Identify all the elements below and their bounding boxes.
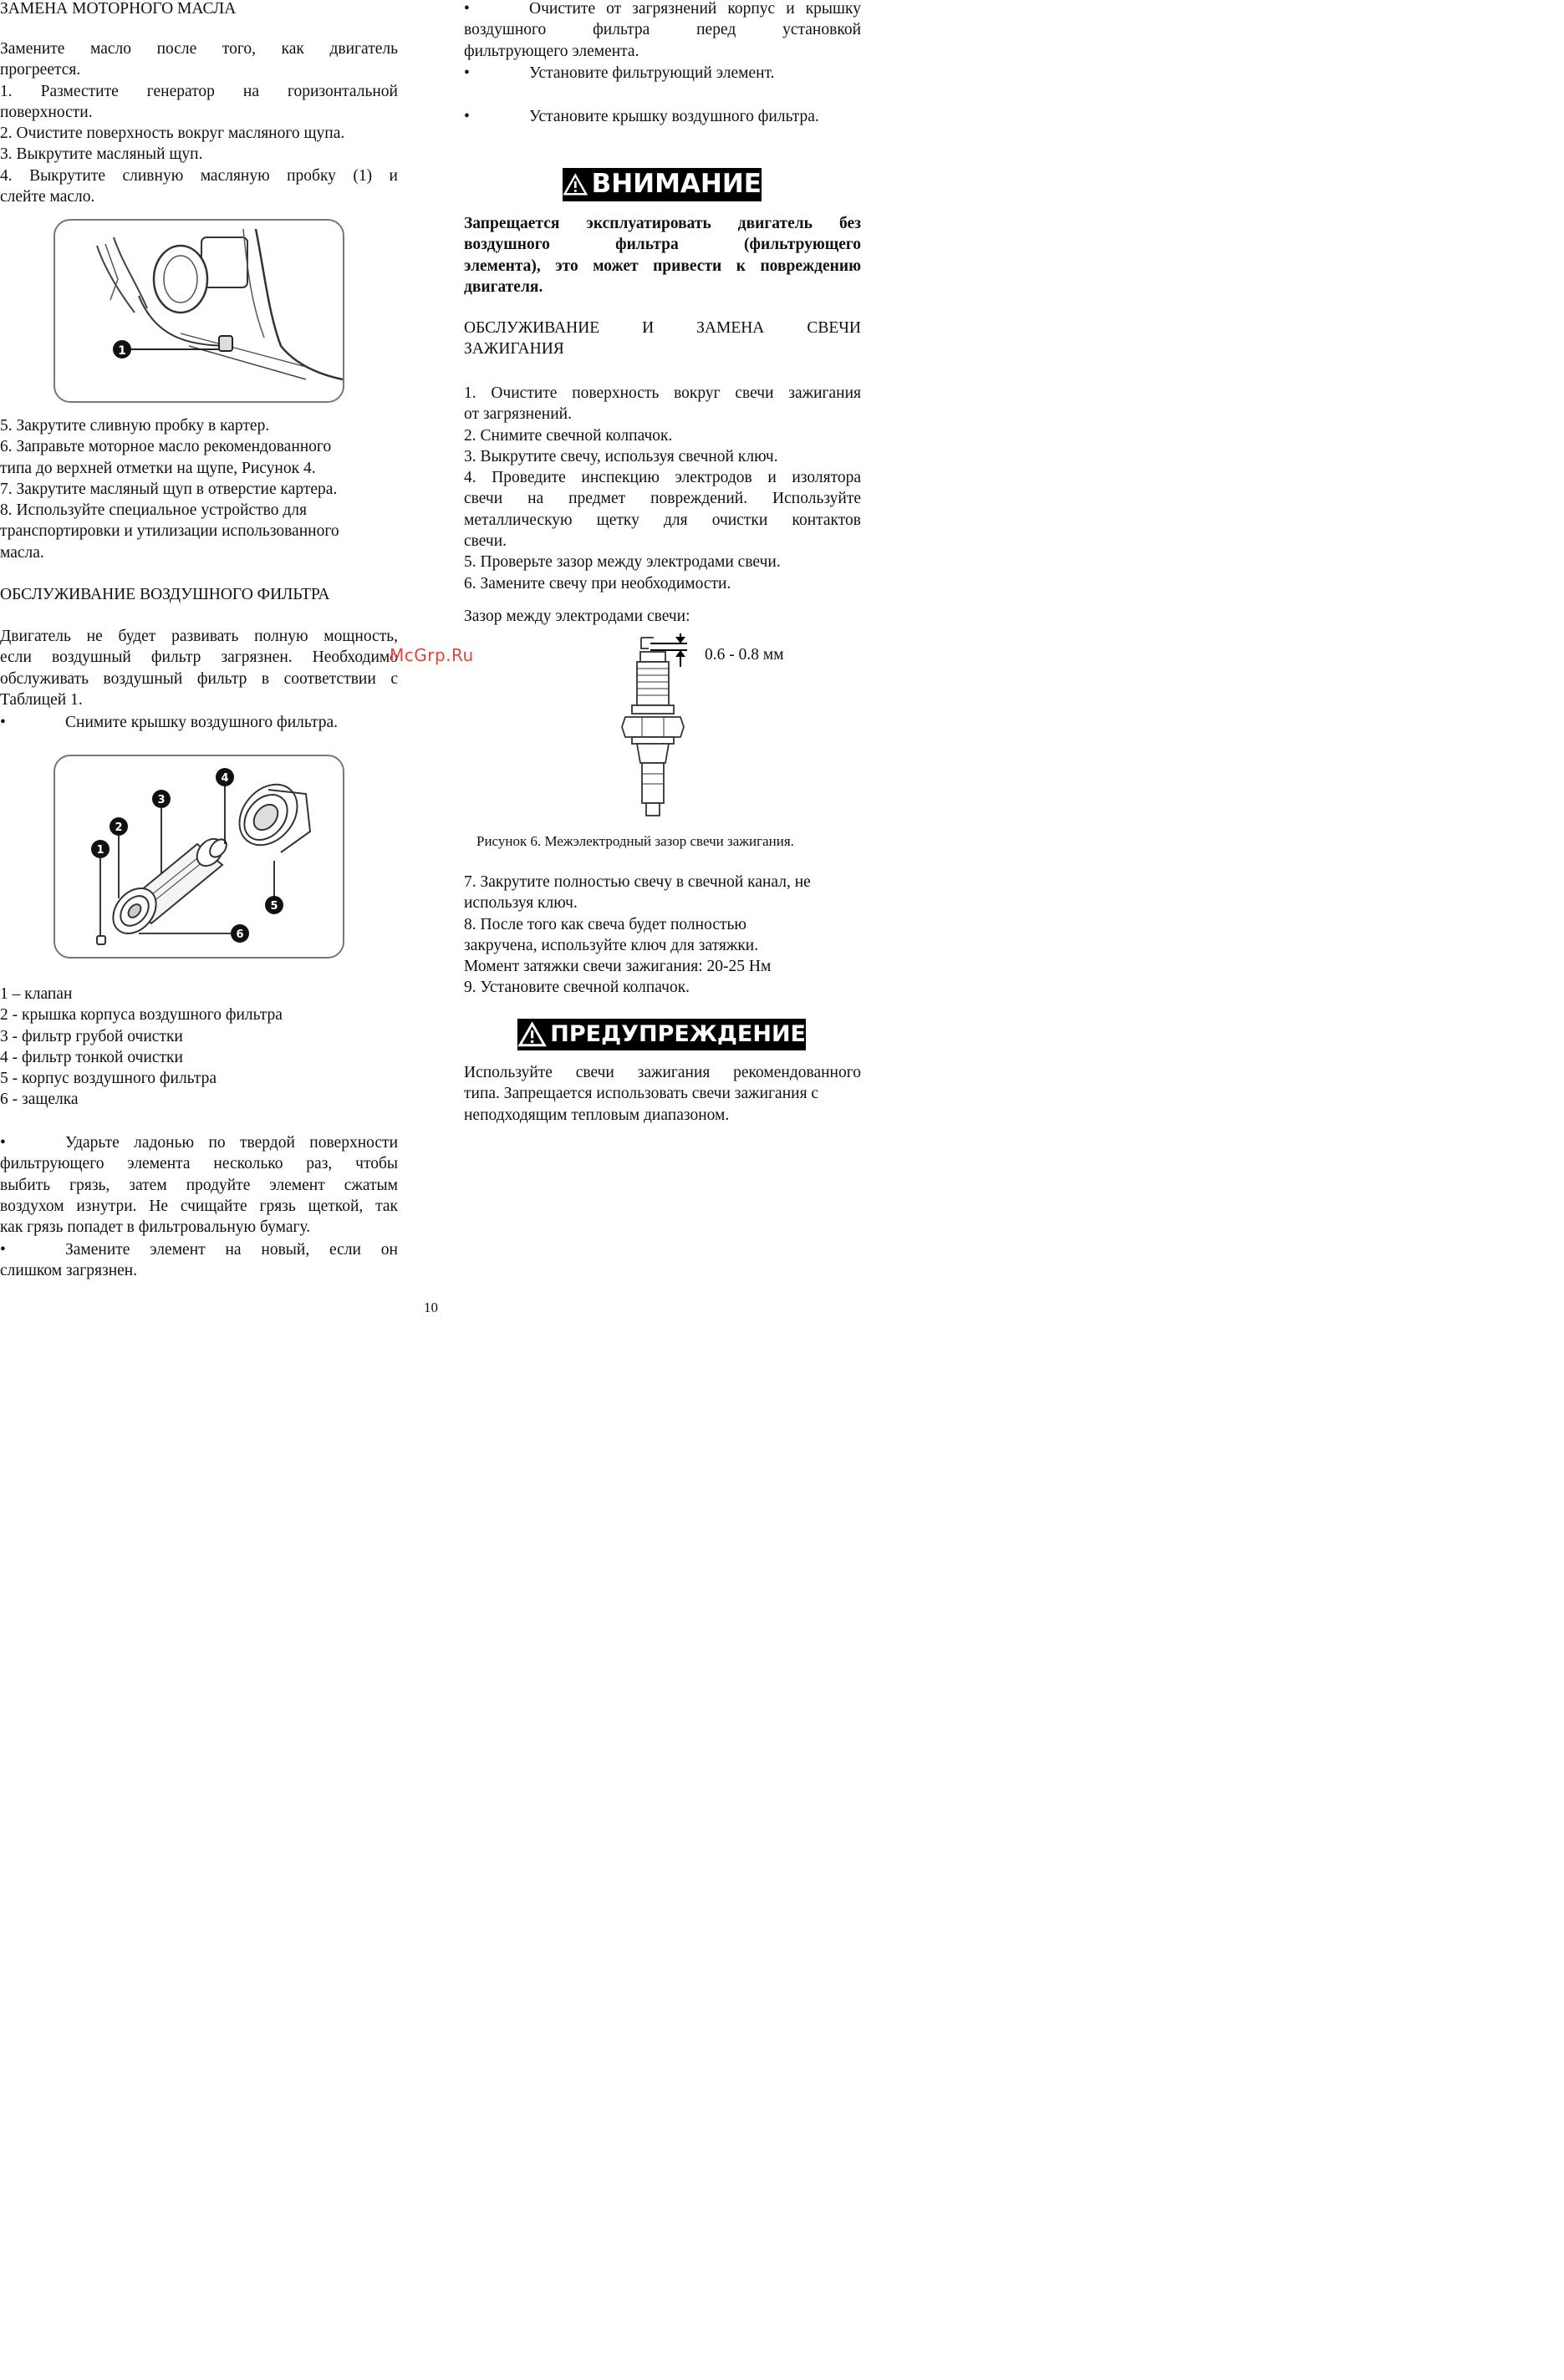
warning-triangle-icon [517,1021,547,1048]
text-line: 3. Выкрутите свечу, используя свечной ключ. [464,447,778,465]
text-line: 6. Замените свечу при необходимости. [464,574,731,592]
spark-plug-title: ОБСЛУЖИВАНИЕ И ЗАМЕНА СВЕЧИ ЗАЖИГАНИЯ [464,319,861,359]
list-item: 4 - фильтр тонкой очистки [0,1048,183,1066]
oil-drain-figure [53,219,344,403]
text-line: 1. Очистите поверхность вокруг свечи зажигания [464,384,861,402]
oil-steps-b [0,415,398,563]
bullet-install-cover: • Установите крышку воздушного фильтра. [464,106,861,127]
text-line: двигателя. [464,277,543,296]
gap-label: Зазор между электродами свечи: [464,608,690,625]
text-line: фильтрующего элемента несколько раз, чтобы [0,1155,398,1173]
bullet-tap-element: • Ударьте ладонью по твердой поверхности фильтрующего элемента несколько раз, чтобы выбить грязь, затем продуйте элемент сжатым воздухом изнутри. Не счищайте грязь щеткой, так как грязь попадет в фильтровальную бумагу. [0,1132,398,1238]
text-line: 9. Установите свечной колпачок. [464,979,690,997]
svg-text:3: 3 [157,794,166,806]
text-line: Используйте свечи зажигания рекомендованного [464,1064,861,1081]
text-line: неподходящим тепловым диапазоном. [464,1106,730,1124]
warning-text [464,1062,861,1126]
warning-banner [517,1019,806,1050]
text-line: масла. [0,543,44,562]
text-line: 5. Закрутите сливную пробку в картер. [0,417,270,435]
text-line: слейте масло. [0,188,95,206]
text-line: как грязь попадет в фильтровальную бумагу. [0,1218,311,1237]
text-line: 7. Закрутите масляный щуп в отверстие картера. [0,480,338,498]
left-column [0,0,398,1280]
air-filter-figure [53,755,344,959]
list-item: 5 - корпус воздушного фильтра [0,1070,217,1088]
oil-section-title: ЗАМЕНА МОТОРНОГО МАСЛА [0,0,237,18]
text-line: Таблицей 1. [0,690,83,709]
text-line: слишком загрязнен. [0,1262,138,1280]
text-line: закручена, используйте ключ для затяжки. [464,936,759,954]
generator-drain-illustration [55,221,343,401]
text-line: Момент затяжки свечи зажигания: 20-25 Нм [464,958,772,976]
svg-text:1: 1 [96,844,104,857]
bullet-dot: • [464,0,470,18]
warning-triangle-icon [563,170,588,199]
text-line: 8. Используйте специальное устройство для [0,501,307,520]
text-line: 8. После того как свеча будет полностью [464,915,746,933]
svg-text:5: 5 [270,900,278,913]
text-line: 5. Проверьте зазор между электродами свечи. [464,553,781,572]
text-line: воздушного фильтра перед установкой [464,21,861,39]
text-line: типа. Запрещается использовать свечи зажигания с [464,1085,819,1103]
list-item: 1 – клапан [0,985,73,1003]
text-line: 2. Снимите свечной колпачок. [464,426,673,445]
bullet-dot: • [0,1134,6,1152]
watermark: McGrp.Ru [390,645,474,665]
text-line: воздухом изнутри. Не счищайте грязь щеткой, так [0,1197,398,1215]
warning-label: ПРЕДУПРЕЖДЕНИЕ [550,1021,806,1048]
text-line: выбить грязь, затем продуйте элемент сжатым [0,1176,398,1194]
attention-text [464,213,861,298]
text-line: 4. Проведите инспекцию электродов и изолятора [464,469,861,487]
text-line: Замените масло после того, как двигатель [0,40,398,58]
text-line: металлическую щетку для очистки контактов [464,511,861,529]
text-line: обслуживать воздушный фильтр в соответствии с [0,669,398,688]
bullet-install-element: • Установите фильтрующий элемент. [464,63,861,84]
list-item: 6 - защелка [0,1091,79,1109]
text-line: фильтрующего элемента. [464,42,639,60]
text-line: от загрязнений. [464,405,572,424]
text-line: типа до верхней отметки на щупе, Рисунок 4. [0,459,316,477]
spark-steps-b [464,872,861,999]
air-filter-title: ОБСЛУЖИВАНИЕ ВОЗДУШНОГО ФИЛЬТРА [0,586,330,603]
attention-banner [563,168,762,201]
parts-list [0,984,398,1111]
list-item: 2 - крышка корпуса воздушного фильтра [0,1006,283,1025]
text-line: Двигатель не будет развивать полную мощность, [0,628,398,645]
bullet-remove-cover: • Снимите крышку воздушного фильтра. [0,712,398,733]
text-line: 4. Выкрутите сливную масляную пробку (1) и [0,166,398,185]
oil-steps-a [0,38,398,207]
bullet-replace-element: • Замените элемент на новый, если он слишком загрязнен. [0,1239,398,1282]
text-line: 1. Разместите генератор на горизонтальной [0,82,398,100]
text-line: Запрещается эксплуатировать двигатель без [464,215,861,232]
right-column [464,0,861,1124]
spark-steps-a [464,383,861,594]
page-number: 10 [424,1299,438,1315]
svg-text:2: 2 [115,821,123,834]
text-line: если воздушный фильтр загрязнен. Необходимо [0,648,398,667]
air-filter-intro [0,626,398,710]
bullet-dot: • [464,108,470,126]
bullet-dot: • [0,714,6,731]
svg-text:4: 4 [221,772,229,785]
air-filter-exploded-illustration [55,756,343,957]
text-line: поверхности. [0,103,93,121]
text-line: транспортировки и утилизации использованного [0,522,339,541]
text-line: 2. Очистите поверхность вокруг масляного щупа. [0,125,345,143]
text-line: воздушного фильтра (фильтрующего [464,236,861,254]
svg-text:1: 1 [118,344,126,358]
text-line: используя ключ. [464,894,578,913]
attention-label: ВНИМАНИЕ [591,169,762,200]
bullet-dot: • [0,1241,6,1259]
text-line: свечи. [464,532,507,551]
bullet-clean-housing: • Очистите от загрязнений корпус и крышку воздушного фильтра перед установкой фильтрующего элемента. [464,0,861,62]
svg-text:6: 6 [236,928,244,941]
text-line: свечи на предмет повреждений. Используйте [464,490,861,508]
text-line: 6. Заправьте моторное масло рекомендованного [0,438,332,456]
text-line: 3. Выкрутите масляный щуп. [0,145,203,164]
bullet-dot: • [464,64,470,82]
text-line: элемента), это может привести к повреждению [464,257,861,275]
spark-plug-illustration [619,633,694,821]
text-line: 7. Закрутите полностью свечу в свечной канал, не [464,873,811,891]
list-item: 3 - фильтр грубой очистки [0,1027,183,1045]
figure-6-caption: Рисунок 6. Межэлектродный зазор свечи зажигания. [476,833,794,849]
gap-value: 0.6 - 0.8 мм [705,646,784,664]
text-line: прогреется. [0,61,81,79]
